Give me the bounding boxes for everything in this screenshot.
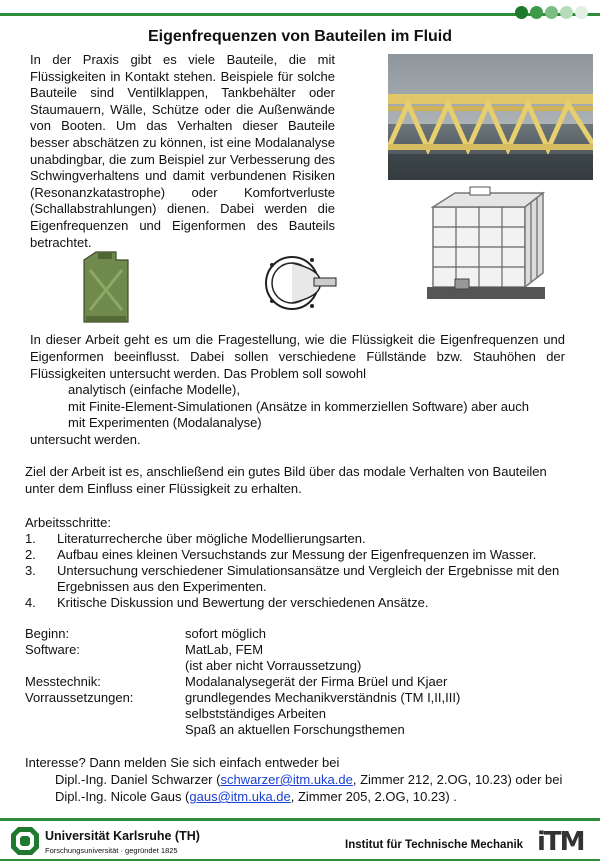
steps-section: [25, 515, 573, 611]
table-row: Vorraussetzungen: grundlegendes Mechanikverständnis (TM I,II,III): [25, 690, 461, 705]
university-logo-icon: [10, 826, 40, 856]
institute-name: Institut für Technische Mechanik: [345, 839, 524, 851]
dot-icon: [515, 6, 528, 19]
question-paragraph: In dieser Arbeit geht es um die Fragestellung, wie die Flüssigkeit die Eigenfrequenzen und Eigenformen beeinflusst. Dabei sollen verschiedene Füllstände bzw. Stauhöhen der Flüssigkeiten untersucht werden. Das Problem soll sowohl: [30, 332, 565, 381]
intro-paragraph: In der Praxis gibt es viele Bauteile, die mit Flüssigkeiten in Kontakt stehen. Beispiele für solche Bauteile sind Ventilklappen, Tankbehälter oder Staumauern, Wälle, Schütze oder die Außenwände von Booten. Um das Verhalten dieser Bauteile besser abschätzen zu können, ist eine Modalanalyse unabdingbar, die zum Beispiel zur Verbesserung des Schwingverhaltens und damit verbundenen Risiken (Resonanzkatastrophe) oder Komfortverluste (Schallabstrahlungen) dienen. Dabei werden die Eigenfrequenzen und Eigenformen des Bauteils betrachtet.: [30, 52, 335, 250]
meta-table: [25, 626, 460, 738]
weir-gate-photo: [388, 54, 593, 180]
contact-person-2: Dipl.-Ing. Nicole Gaus (gaus@itm.uka.de, Zimmer 205, 2.OG, 10.23) .: [55, 789, 457, 804]
table-row: (ist aber nicht Vorraussetzung): [185, 658, 362, 673]
goal-lead: Ziel: [25, 464, 46, 479]
email-link-gaus[interactable]: gaus@itm.uka.de: [189, 789, 291, 804]
method-item: analytisch (einfache Modelle),: [68, 382, 240, 397]
email-link-schwarzer[interactable]: schwarzer@itm.uka.de: [220, 772, 353, 787]
university-name: Universität Karlsruhe (TH): [45, 829, 200, 843]
itm-logo: iTM: [537, 827, 584, 857]
list-item: 2. Aufbau eines kleinen Versuchstands zur Messung der Eigenfrequenzen im Wasser.: [25, 547, 537, 562]
method-item: mit Finite-Element-Simulationen (Ansätze in kommerziellen Software) aber auch: [68, 398, 529, 414]
table-row: Software: MatLab, FEM: [25, 642, 264, 657]
top-green-bar: [0, 13, 600, 16]
list-item: 4. Kritische Diskussion und Bewertung der verschiedenen Ansätze.: [25, 595, 429, 610]
goal-text: der Arbeit ist es, anschließend ein gutes Bild über das modale Verhalten von Bauteilen unter dem Einfluss einer Flüssigkeit zu erhalten.: [25, 464, 547, 496]
footer-bottom-bar: [0, 859, 600, 861]
contact-intro: Interesse? Dann melden Sie sich einfach entweder bei: [25, 755, 340, 770]
contact-section: [25, 754, 585, 805]
method-item: mit Experimenten (Modalanalyse): [68, 415, 262, 431]
jerry-can-photo: [76, 250, 136, 325]
dot-icon: [545, 6, 558, 19]
ibc-tank-photo: [415, 185, 545, 305]
contact-person-1: Dipl.-Ing. Daniel Schwarzer (schwarzer@itm.uka.de, Zimmer 212, 2.OG, 10.23) oder bei: [55, 772, 563, 787]
list-item: 1. Literaturrecherche über mögliche Modellierungsarten.: [25, 531, 366, 546]
list-item: 3. Untersuchung verschiedener Simulationsansätze und Vergleich der Ergebnisse mit den Ergebnissen aus den Experimenten.: [25, 563, 560, 594]
valve-flap-drawing: [262, 250, 340, 312]
methods-end: untersucht werden.: [30, 431, 141, 447]
table-row: Messtechnik: Modalanalysegerät der Firma Brüel und Kjaer: [25, 674, 448, 689]
dot-icon: [530, 6, 543, 19]
dot-icon: [560, 6, 573, 19]
footer-green-bar: [0, 818, 600, 821]
table-row: Spaß an aktuellen Forschungsthemen: [185, 722, 405, 737]
header-dots: [515, 6, 588, 19]
dot-icon: [575, 6, 588, 19]
goal-paragraph: [25, 463, 570, 497]
methods-list: [30, 382, 565, 448]
page-title: Eigenfrequenzen von Bauteilen im Fluid: [147, 28, 453, 45]
table-row: Beginn: sofort möglich: [25, 626, 266, 641]
table-row: selbstständiges Arbeiten: [185, 706, 326, 721]
university-tagline: Forschungsuniversität · gegründet 1825: [45, 846, 178, 855]
steps-heading: Arbeitsschritte:: [25, 515, 111, 530]
steps-list: [25, 531, 573, 611]
